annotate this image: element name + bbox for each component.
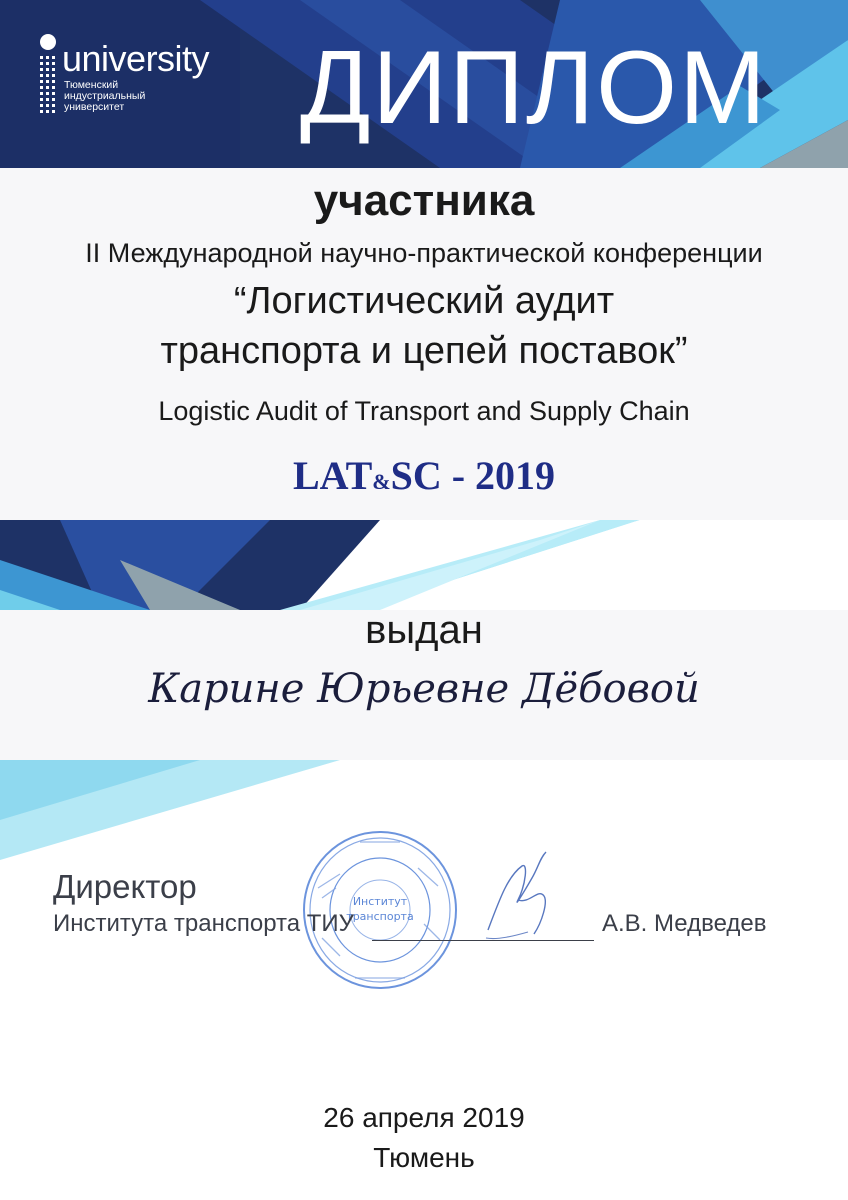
handwritten-signature <box>478 848 558 948</box>
signatory-position: Директор <box>53 868 197 905</box>
issued-to-label: выдан <box>365 608 483 652</box>
acronym-part: LAT <box>292 453 373 498</box>
conference-name-line2: транспорта и цепей поставок” <box>160 330 688 372</box>
acronym-part: SC - 2019 <box>390 453 556 498</box>
diploma-subtitle: участника <box>313 176 535 225</box>
university-logo <box>36 28 256 128</box>
signatory-institute: Института транспорта ТИУ <box>53 910 354 937</box>
logo-name: university <box>62 38 210 79</box>
logo-subtitle-line: Тюменский <box>64 79 119 91</box>
logo-subtitle-line: университет <box>64 101 125 113</box>
acronym-ampersand: & <box>372 469 391 494</box>
conference-line: II Международной научно-практической конференции <box>85 238 763 268</box>
conference-acronym <box>0 452 848 499</box>
signatory-name: А.В. Медведев <box>602 910 767 937</box>
issue-date: 26 апреля 2019 <box>323 1102 525 1133</box>
logo-subtitle-line: индустриальный <box>64 90 146 102</box>
conference-name-line1: “Логистический аудит <box>233 280 615 322</box>
logo-dots-icon <box>36 32 60 122</box>
stamp-text: транспорта <box>346 910 414 923</box>
recipient-name: Карине Юрьевне Дёбовой <box>148 666 700 712</box>
conference-english-name: Logistic Audit of Transport and Supply Chain <box>158 396 690 426</box>
issue-city: Тюмень <box>373 1142 475 1173</box>
diploma-title: ДИПЛОМ <box>300 30 768 146</box>
stamp-text: Институт <box>352 895 408 908</box>
logo-subtitle <box>64 80 145 113</box>
